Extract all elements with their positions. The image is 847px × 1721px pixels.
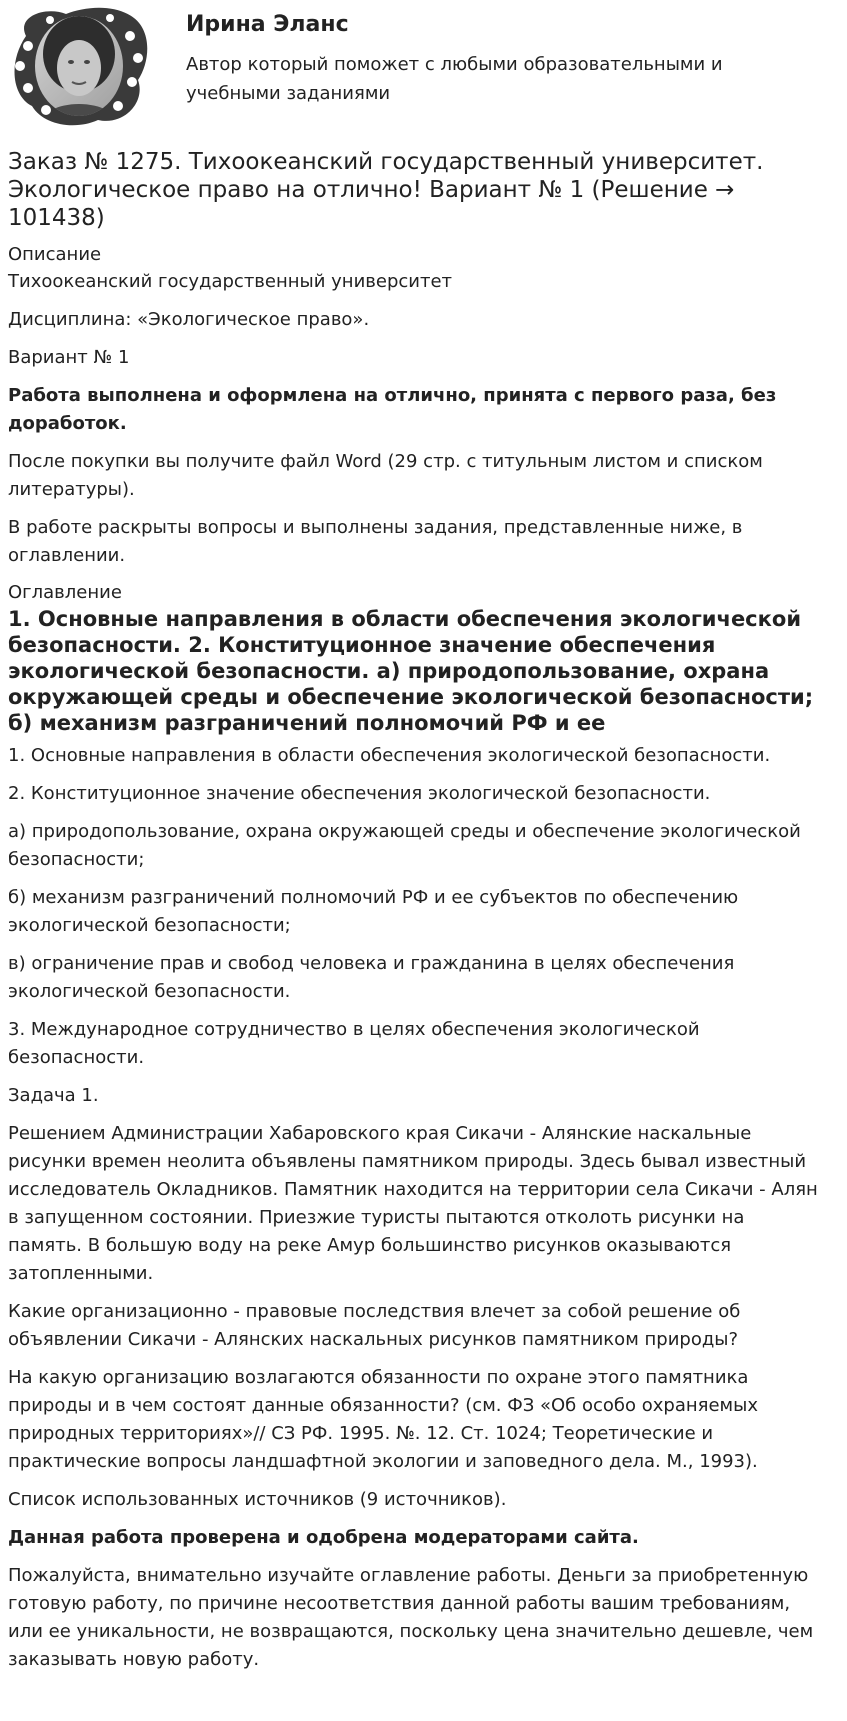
order-title: Заказ № 1275. Тихоокеанский государственный университет. Экологическое право на отлично! Вариант № 1 (Решение → 101438) — [8, 149, 764, 231]
quality-note: Работа выполнена и оформлена на отлично, принята с первого раза, без доработок. — [8, 385, 777, 434]
toc-item: 2. Конституционное значение обеспечения экологической безопасности. — [8, 783, 711, 804]
toc-heading: 1. Основные направления в области обеспечения экологической безопасности. 2. Конституционное значение обеспечения экологической безопасности. а) природопользование, охрана окружающей среды и обеспечение экологической безопасности; б) механизм разграничений полномочий РФ и ее — [8, 607, 814, 735]
toc-item: а) природопользование, охрана окружающей среды и обеспечение экологической безопасности; — [8, 821, 801, 870]
purchase-note: После покупки вы получите файл Word (29 стр. с титульным листом и списком литературы). — [8, 451, 763, 500]
task-label: Задача 1. — [8, 1085, 99, 1106]
description-label: Описание — [8, 244, 102, 265]
toc-item: 3. Международное сотрудничество в целях обеспечения экологической безопасности. — [8, 1019, 700, 1068]
discipline-text: Дисциплина: «Экологическое право». — [8, 309, 370, 330]
refund-note: Пожалуйста, внимательно изучайте оглавление работы. Деньги за приобретенную готовую работу, по причине несоответствия данной работы вашим требованиям, или ее уникальности, не возвращаются, поскольку цена значительно дешевле, чем заказывать новую работу. — [8, 1565, 814, 1670]
university-text: Тихоокеанский государственный университет — [8, 271, 453, 292]
task-paragraph: Решением Администрации Хабаровского края Сикачи - Алянские наскальные рисунки времен неолита объявлены памятником природы. Здесь бывал известный исследователь Окладников. Памятник находится на территории села Сикачи - Алян в запущенном состоянии. Приезжие туристы пытаются отколоть рисунки на память. В большую воду на реке Амур большинство рисунков оказываются затопленными. — [8, 1123, 818, 1284]
author-card — [0, 0, 847, 130]
moderation-note: Данная работа проверена и одобрена модераторами сайта. — [8, 1527, 639, 1548]
toc-item: 1. Основные направления в области обеспечения экологической безопасности. — [8, 745, 771, 766]
task-paragraph: Какие организационно - правовые последствия влечет за собой решение об объявлении Сикачи - Алянских наскальных рисунков памятником природы? — [8, 1301, 741, 1350]
task-paragraph: На какую организацию возлагаются обязанности по охране этого памятника природы и в чем состоят данные обязанности? (см. ФЗ «Об особо охраняемых природных территориях»// СЗ РФ. 1995. №. 12. Ст. 1024; Теоретические и практические вопросы ландшафтной экологии и заповедного дела. М., 1993). — [8, 1367, 758, 1472]
author-description: Автор который поможет с любыми образовательными и учебными заданиями — [186, 54, 723, 104]
sources-note: Список использованных источников (9 источников). — [8, 1489, 507, 1510]
author-name[interactable]: Ирина Эланс — [186, 12, 349, 37]
variant-text: Вариант № 1 — [8, 347, 130, 368]
author-avatar[interactable] — [6, 6, 152, 126]
toc-item: в) ограничение прав и свобод человека и гражданина в целях обеспечения экологической безопасности. — [8, 953, 735, 1002]
order-content — [0, 148, 831, 1674]
toc-label: Оглавление — [8, 582, 122, 603]
toc-item: б) механизм разграничений полномочий РФ и ее субъектов по обеспечению экологической безопасности; — [8, 887, 739, 936]
coverage-note: В работе раскрыты вопросы и выполнены задания, представленные ниже, в оглавлении. — [8, 517, 743, 566]
